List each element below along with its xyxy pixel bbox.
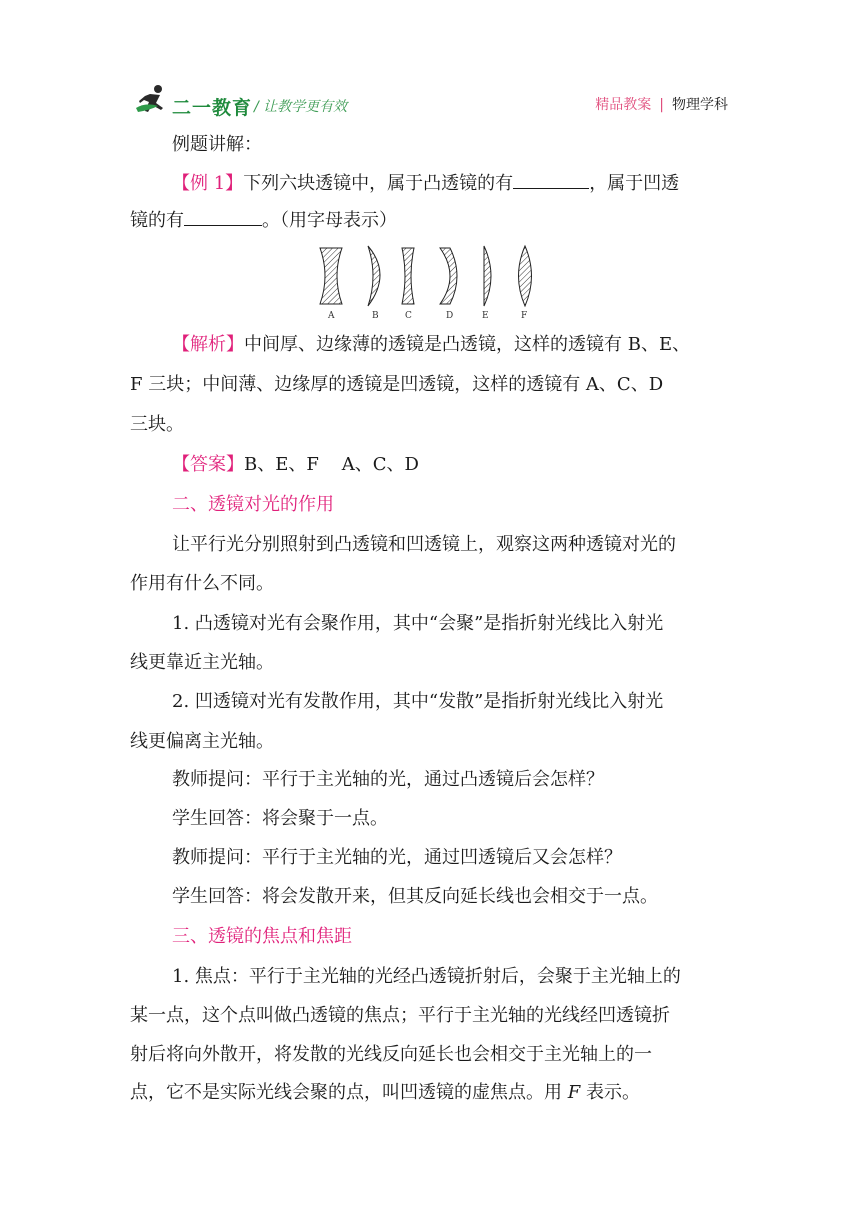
answer-line — [172, 453, 772, 477]
lens-label: E — [482, 311, 489, 321]
lens-figure — [310, 242, 550, 322]
section-2-para-1a: 让平行光分别照射到凸透镜和凹透镜上，观察这两种透镜对光的 — [172, 534, 676, 555]
example-1-text-c: 镜的有 — [130, 210, 184, 231]
section-2-para-2b: 线更靠近主光轴。 — [130, 652, 274, 673]
lens-a-icon — [320, 248, 342, 304]
lens-c-icon — [402, 248, 414, 304]
example-1-tag: 【例 1】 — [172, 173, 244, 194]
example-1-text-a: 下列六块透镜中，属于凸透镜的有 — [243, 173, 514, 194]
header-subject: 物理学科 — [672, 97, 728, 113]
answer-tag: 【答案】 — [172, 454, 244, 475]
section-3-line-4 — [130, 1081, 730, 1105]
header-separator: | — [659, 97, 664, 113]
answer-blank-concave — [184, 207, 262, 226]
runner-logo-icon — [136, 84, 170, 116]
section-2-para-3a: 2. 凹透镜对光有发散作用，其中“发散”是指折射光线比入射光 — [172, 691, 664, 712]
page-header — [136, 84, 728, 120]
header-category: 精品教案 — [595, 97, 652, 113]
lens-b-icon — [368, 246, 380, 306]
analysis-tag: 【解析】 — [172, 334, 244, 355]
lens-label: C — [405, 311, 412, 321]
section-3-line-4b: 表示。 — [580, 1082, 640, 1103]
lens-label: A — [328, 311, 335, 321]
example-heading: 例题讲解： — [172, 134, 262, 155]
focal-symbol: F — [567, 1082, 581, 1103]
student-answer-2: 学生回答：将会发散开来，但其反向延长线也会相交于一点。 — [172, 886, 658, 907]
analysis-text-1: 中间厚、边缘薄的透镜是凸透镜，这样的透镜有 B、E、 — [244, 334, 691, 355]
teacher-question-2: 教师提问：平行于主光轴的光，通过凹透镜后又会怎样？ — [172, 847, 622, 868]
section-2-para-2a: 1. 凸透镜对光有会聚作用，其中“会聚”是指折射光线比入射光 — [172, 613, 664, 634]
student-answer-1: 学生回答：将会聚于一点。 — [172, 808, 388, 829]
section-3-line-1: 1. 焦点：平行于主光轴的光经凸透镜折射后，会聚于主光轴上的 — [172, 966, 681, 987]
example-1-line-1 — [172, 170, 772, 196]
section-3-line-4a: 点，它不是实际光线会聚的点，叫凹透镜的虚焦点。用 — [130, 1082, 568, 1103]
example-1-line-2 — [130, 207, 730, 233]
answer-blank-convex — [513, 170, 589, 189]
section-2-title: 二、透镜对光的作用 — [172, 494, 334, 515]
lens-label: F — [521, 311, 528, 321]
section-2-para-1b: 作用有什么不同。 — [130, 573, 274, 594]
teacher-question-1: 教师提问：平行于主光轴的光，通过凸透镜后会怎样？ — [172, 769, 604, 790]
example-1-text-d: 。（用字母表示） — [262, 210, 397, 231]
section-3-line-2: 某一点，这个点叫做凸透镜的焦点；平行于主光轴的光线经凹透镜折 — [130, 1005, 670, 1026]
lens-f-icon — [519, 246, 532, 306]
example-1-text-b: ，属于凹透 — [589, 173, 680, 194]
lens-d-icon — [440, 248, 457, 304]
analysis-line-1 — [172, 333, 772, 357]
section-3-line-3: 射后将向外散开，将发散的光线反向延长也会相交于主光轴上的一 — [130, 1044, 652, 1065]
analysis-line-3: 三块。 — [130, 414, 184, 435]
brand-slogan: / 让教学更有效 — [254, 99, 348, 115]
brand-name: 二一教育 — [172, 97, 253, 119]
lens-e-icon — [484, 246, 491, 306]
lens-label: B — [372, 311, 379, 321]
lens-label: D — [446, 311, 454, 321]
analysis-line-2: F 三块；中间薄、边缘厚的透镜是凹透镜，这样的透镜有 A、C、D — [130, 374, 664, 395]
header-right — [595, 94, 728, 114]
section-2-para-3b: 线更偏离主光轴。 — [130, 731, 274, 752]
answer-text: B、E、F A、C、D — [244, 454, 419, 475]
section-3-title: 三、透镜的焦点和焦距 — [172, 926, 352, 947]
